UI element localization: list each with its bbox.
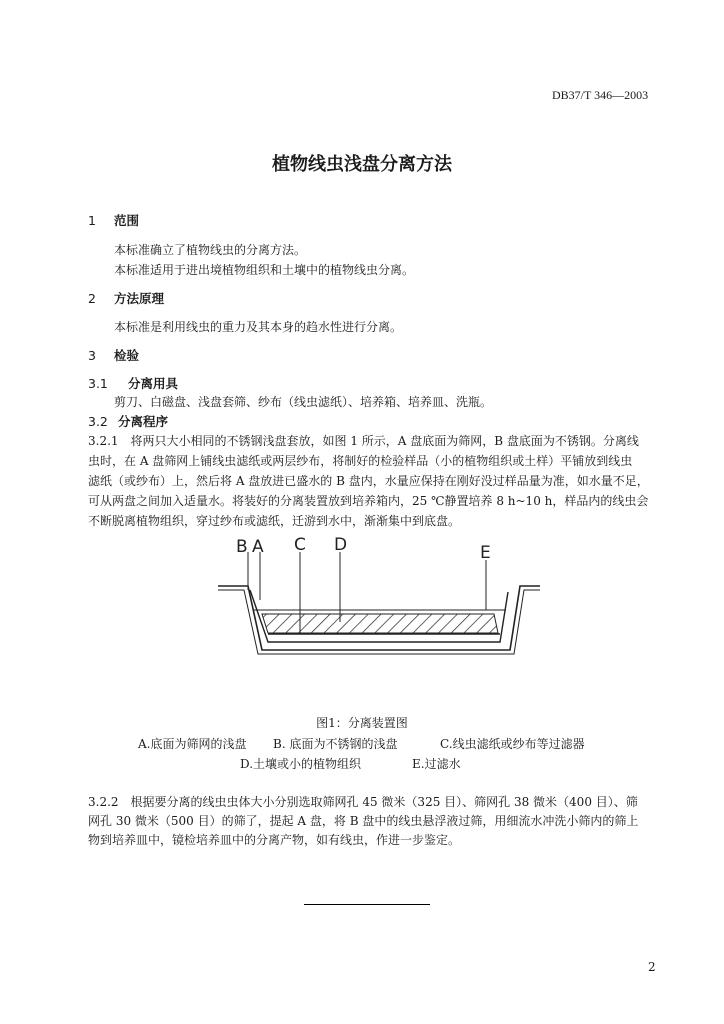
section-3-2-heading xyxy=(88,412,168,430)
section-2-heading xyxy=(88,289,164,307)
section-1-title: 范围 xyxy=(114,213,140,228)
section-3-number: 3 xyxy=(88,348,96,363)
section-3-2-1-line-5: 不断脱离植物组织，穿过纱布或滤纸，迁游到水中，渐渐集中到底盘。 xyxy=(88,514,461,528)
label-e: E xyxy=(480,543,491,563)
separation-apparatus-diagram xyxy=(210,530,550,670)
figure-legend-c: C.线虫滤纸或纱布等过滤器 xyxy=(440,737,585,751)
section-3-1-number: 3.1 xyxy=(88,376,108,391)
document-title: 植物线虫浅盘分离方法 xyxy=(272,154,452,175)
section-3-2-1-line-1: 3.2.1 将两只大小相同的不锈钢浅盘套放，如图 1 所示，A 盘底面为筛网，B 盘底面为不锈钢。分离线 xyxy=(88,434,639,448)
label-a: A xyxy=(252,537,264,557)
section-2-paragraph-1: 本标准是利用线虫的重力及其本身的趋水性进行分离。 xyxy=(114,320,403,334)
section-3-heading xyxy=(88,346,139,364)
label-d: D xyxy=(334,535,348,555)
figure-legend-a: A.底面为筛网的浅盘 xyxy=(138,737,247,751)
figure-legend-b: B. 底面为不锈钢的浅盘 xyxy=(273,737,398,751)
section-3-2-2-line-2: 网孔 30 微米（500 目）的筛了，提起 A 盘，将 B 盘中的线虫悬浮液过筛，用细流水冲洗小筛内的筛上 xyxy=(88,814,639,828)
label-c: C xyxy=(294,535,306,555)
section-1-paragraph-1: 本标准确立了植物线虫的分离方法。 xyxy=(114,243,307,257)
section-2-title: 方法原理 xyxy=(114,291,165,306)
section-3-2-1-line-3: 滤纸（或纱布）上，然后将 A 盘放进已盛水的 B 盘内，水量应保持在刚好没过样品量为准，如水量不足， xyxy=(88,474,649,488)
page-number: 2 xyxy=(648,960,656,974)
section-3-2-title: 分离程序 xyxy=(118,414,169,429)
section-3-2-1-line-4: 可从两盘之间加入适量水。将装好的分离装置放到培养箱内，25 ℃静置培养 8 h~10 h，样品内的线虫会 xyxy=(88,494,649,508)
figure-legend-d: D.土壤或小的植物组织 xyxy=(240,757,362,771)
section-1-heading xyxy=(88,211,139,229)
end-rule xyxy=(304,904,430,905)
section-3-2-2-line-3: 物到培养皿中，镜检培养皿中的分离产物，如有线虫，作进一步鉴定。 xyxy=(88,833,461,847)
section-3-1-text: 剪刀、白磁盘、浅盘套筛、纱布（线虫滤纸）、培养箱、培养皿、洗瓶。 xyxy=(114,395,493,409)
section-3-1-heading xyxy=(88,374,178,392)
section-2-number: 2 xyxy=(88,291,96,306)
label-b: B xyxy=(236,537,248,557)
figure-caption: 图1：分离装置图 xyxy=(316,716,408,730)
section-3-title: 检验 xyxy=(114,348,140,363)
section-3-2-1-line-2: 虫时，在 A 盘筛网上铺线虫滤纸或两层纱布，将制好的检验样品（小的植物组织或土样）平铺放到线虫 xyxy=(88,454,633,468)
section-1-number: 1 xyxy=(88,213,96,228)
standard-code: DB37/T 346—2003 xyxy=(552,88,649,102)
section-1-paragraph-2: 本标准适用于进出境植物组织和土壤中的植物线虫分离。 xyxy=(114,263,415,277)
figure-legend-e: E.过滤水 xyxy=(412,757,461,771)
soil-sample-layer xyxy=(262,614,498,633)
section-3-2-2-line-1: 3.2.2 根据要分离的线虫虫体大小分别选取筛网孔 45 微米（325 目）、筛网孔 38 微米（400 目）、筛 xyxy=(88,795,638,809)
section-3-2-number: 3.2 xyxy=(88,414,108,429)
section-3-1-title: 分离用具 xyxy=(128,376,179,391)
